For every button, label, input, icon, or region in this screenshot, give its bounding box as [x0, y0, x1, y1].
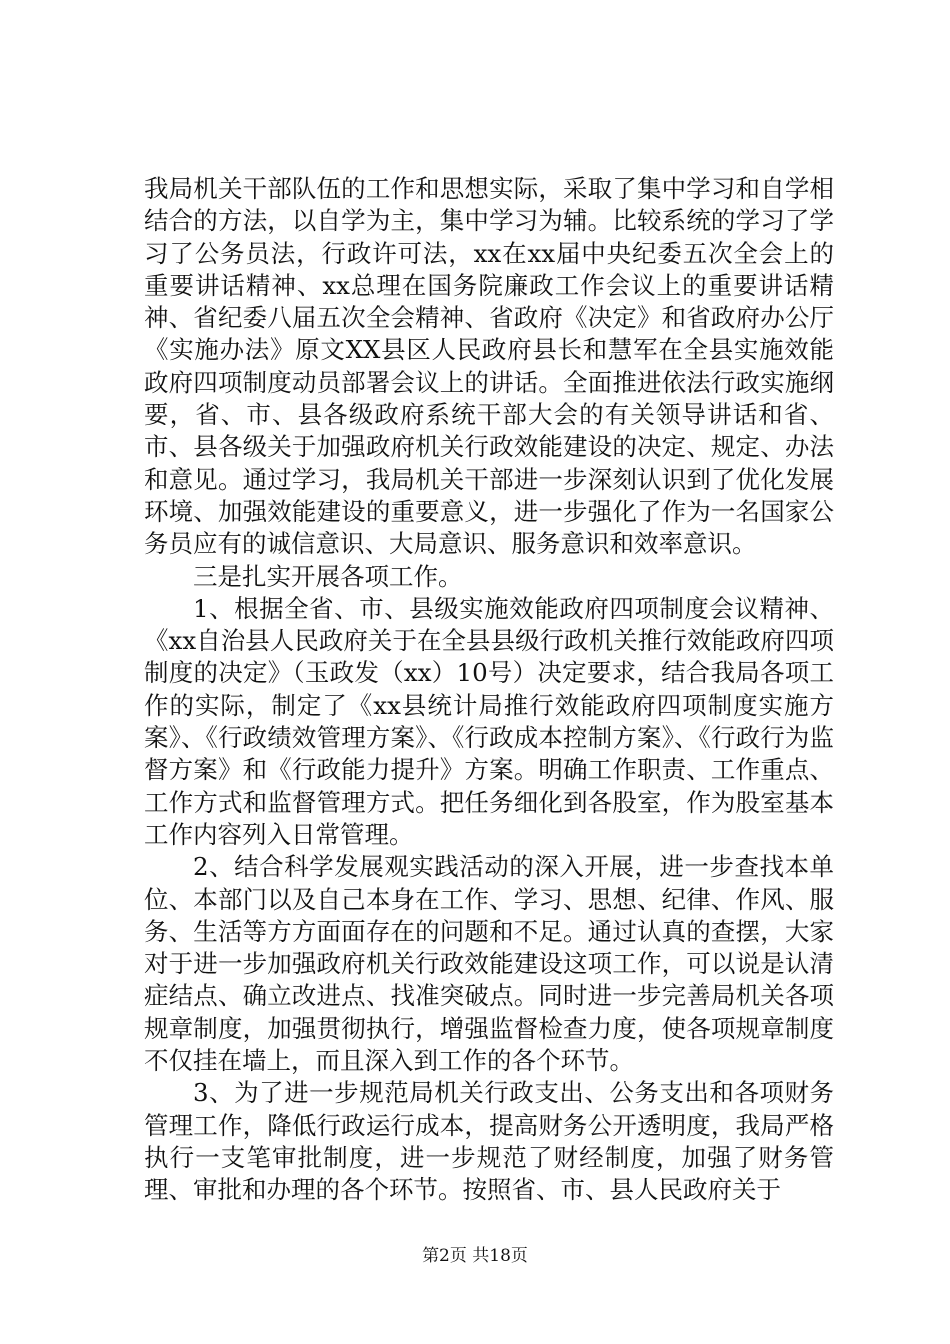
paragraph-5: 3、为了进一步规范局机关行政支出、公务支出和各项财务管理工作，降低行政运行成本，提高财务公开透明度，我局严格执行一支笔审批制度，进一步规范了财经制度，加强了财务管理、审批和办理的各个环节。按照省、市、县人民政府关于: [144, 1078, 834, 1205]
paragraph-4: 2、结合科学发展观实践活动的深入开展，进一步查找本单位、本部门以及自己本身在工作、学习、思想、纪律、作风、服务、生活等方方面面存在的问题和不足。通过认真的查摆，大家对于进一步加强政府机关行政效能建设这项工作，可以说是认清症结点、确立改进点、找准突破点。同时进一步完善局机关各项规章制度，加强贯彻执行，增强监督检查力度，使各项规章制度不仅挂在墙上，而且深入到工作的各个环节。: [144, 852, 834, 1076]
page-number-footer: 第2页 共18页: [422, 1246, 528, 1266]
paragraph-2: 三是扎实开展各项工作。: [193, 561, 463, 591]
body-text: [144, 173, 834, 1207]
paragraph-3: 1、根据全省、市、县级实施效能政府四项制度会议精神、《xx自治县人民政府关于在全县县级行政机关推行效能政府四项制度的决定》（玉政发（xx）10号）决定要求，结合我局各项工作的实际，制定了《xx县统计局推行效能政府四项制度实施方案》、《行政绩效管理方案》、《行政成本控制方案》、《行政行为监督方案》和《行政能力提升》方案。明确工作职责、工作重点、工作方式和监督管理方式。把任务细化到各股室，作为股室基本工作内容列入日常管理。: [144, 593, 834, 849]
paragraph-1: 我局机关干部队伍的工作和思想实际，采取了集中学习和自学相结合的方法，以自学为主，集中学习为辅。比较系统的学习了学习了公务员法，行政许可法，xx在xx届中央纪委五次全会上的重要讲话精神、xx总理在国务院廉政工作会议上的重要讲话精神、省纪委八届五次全会精神、省政府《决定》和省政府办公厅《实施办法》原文XX县区人民政府县长和慧军在全县实施效能政府四项制度动员部署会议上的讲话。全面推进依法行政实施纲要，省、市、县各级政府系统干部大会的有关领导讲话和省、市、县各级关于加强政府机关行政效能建设的决定、规定、办法和意见。通过学习，我局机关干部进一步深刻认识到了优化发展环境、加强效能建设的重要意义，进一步强化了作为一名国家公务员应有的诚信意识、大局意识、服务意识和效率意识。: [144, 174, 834, 559]
